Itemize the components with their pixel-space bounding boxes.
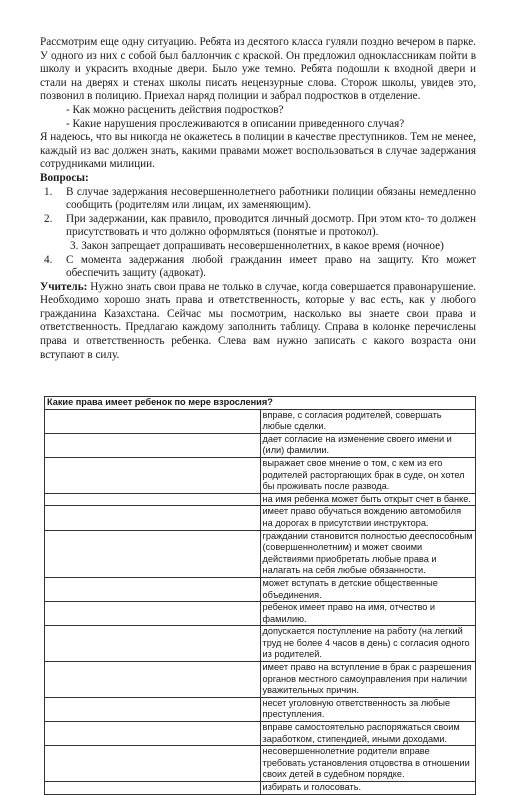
question-text: В случае задержания несовершеннолетнего работники полиции обязаны немедленно сообщить (родителям или лицам, их заменяющим).	[66, 185, 476, 212]
table-row	[45, 746, 476, 782]
table-row	[45, 530, 476, 577]
sub-question: - Какие нарушения прослеживаются в описании приведенного случая?	[66, 117, 405, 130]
right-cell: дает согласие на изменение своего имени и (или) фамилии.	[260, 433, 476, 457]
questions-heading: Вопросы:	[40, 171, 89, 184]
table-row	[45, 577, 476, 601]
right-cell: допускается поступление на работу (на легкий труд не более 4 часов в день) с согласия одного из родителей.	[260, 626, 476, 662]
hope-paragraph: Я надеюсь, что вы никогда не окажетесь в полиции в качестве преступников. Тем не менее, каждый из вас должен знать, какими правами может воспользоваться в случае задержания сотрудниками милиции.	[40, 131, 476, 171]
question-item	[40, 254, 476, 281]
intro-paragraph: Рассмотрим еще одну ситуацию. Ребята из десятого класса гуляли поздно вечером в парке. У одного из них с собой был баллончик с краской. Он предложил одноклассникам пойти в школу и украсить входные двери. Было уже темно. Ребята подошли к входной двери и стали на дверях и стенах школы писать нецензурные слова. Сторож школы, увидев это, позвонил в полицию. Приехал наряд полиции и забрал подростков в отделение.	[40, 36, 476, 103]
rights-table	[44, 396, 476, 795]
table-row	[45, 506, 476, 530]
right-cell: выражает свое мнение о том, с кем из его родителей расторгающих брак в суде, он хотел бы проживать после развода.	[260, 457, 476, 493]
question-text: С момента задержания любой гражданин имеет право на защиту. Кто может обеспечить защиту (адвокат).	[66, 253, 476, 280]
table-row	[45, 626, 476, 662]
table-row	[45, 697, 476, 721]
teacher-text: Нужно знать свои права не только в случае, когда совершается правонарушение. Необходимо хорошо знать права и ответственность, которые у вас есть, как у любого гражданина Казахстана. Сейчас мы посмотрим, насколько вы знаете свои права и ответственность. Предлагаю каждому заполнить таблицу. Справа в колонке перечислены права и ответственность ребенка. Слева вам нужно записать с какого возраста они вступают в силу.	[40, 280, 476, 361]
right-cell: граждании становится полностью дееспособным (совершеннолетним) и может своими действиями приобретать любые права и налагать на себя любые обязанности.	[260, 530, 476, 577]
table-header-row	[45, 397, 476, 410]
age-cell[interactable]	[45, 662, 261, 698]
teacher-label: Учитель:	[40, 280, 88, 293]
right-cell: на имя ребенка может быть открыт счет в банке.	[260, 493, 476, 506]
teacher-paragraph	[40, 281, 476, 363]
age-cell[interactable]	[45, 506, 261, 530]
rights-table-wrap	[44, 396, 476, 795]
table-row	[45, 782, 476, 795]
age-cell[interactable]	[45, 457, 261, 493]
right-cell: ребенок имеет право на имя, отчество и фамилию.	[260, 602, 476, 626]
questions-list	[40, 186, 476, 281]
table-row	[45, 722, 476, 746]
age-cell[interactable]	[45, 577, 261, 601]
question-item	[40, 186, 476, 213]
question-number: 4.	[44, 253, 53, 266]
question-number: 3.	[70, 239, 79, 252]
sub-question: - Как можно расценить действия подростков?	[66, 103, 284, 116]
right-cell: несовершеннолетние родители вправе требовать установления отцовства в отношении своих детей в судебном порядке.	[260, 746, 476, 782]
question-item	[40, 240, 476, 254]
right-cell: несет уголовную ответственность за любые преступления.	[260, 697, 476, 721]
right-cell: вправе самостоятельно распоряжаться своим заработком, стипендией, иными доходами.	[260, 722, 476, 746]
table-row	[45, 602, 476, 626]
age-cell[interactable]	[45, 697, 261, 721]
age-cell[interactable]	[45, 493, 261, 506]
age-cell[interactable]	[45, 722, 261, 746]
right-cell: вправе, с согласия родителей, совершать любые сделки.	[260, 409, 476, 433]
question-text: При задержании, как правило, проводится личный досмотр. При этом кто- то должен присутствовать и что должно оформляться (понятые и протокол).	[66, 212, 476, 239]
table-row	[45, 409, 476, 433]
right-cell: имеет право обучаться вождению автомобиля на дорогах в присутствии инструктора.	[260, 506, 476, 530]
right-cell: имеет право на вступление в брак с разрешения органов местного самоуправления при наличии уважительных причин.	[260, 662, 476, 698]
lesson-text	[40, 36, 476, 362]
age-cell[interactable]	[45, 746, 261, 782]
table-title: Какие права имеет ребенок по мере взросления?	[45, 397, 476, 410]
age-cell[interactable]	[45, 782, 261, 795]
age-cell[interactable]	[45, 433, 261, 457]
age-cell[interactable]	[45, 409, 261, 433]
right-cell: может вступать в детские общественные объединения.	[260, 577, 476, 601]
age-cell[interactable]	[45, 626, 261, 662]
table-row	[45, 493, 476, 506]
right-cell: избирать и голосовать.	[260, 782, 476, 795]
table-row	[45, 433, 476, 457]
question-number: 1.	[44, 185, 53, 198]
age-cell[interactable]	[45, 602, 261, 626]
table-row	[45, 457, 476, 493]
table-row	[45, 662, 476, 698]
question-item	[40, 213, 476, 240]
question-number: 2.	[44, 212, 53, 225]
age-cell[interactable]	[45, 530, 261, 577]
question-text: Закон запрещает допрашивать несовершеннолетних, в какое время (ночное)	[81, 239, 444, 252]
